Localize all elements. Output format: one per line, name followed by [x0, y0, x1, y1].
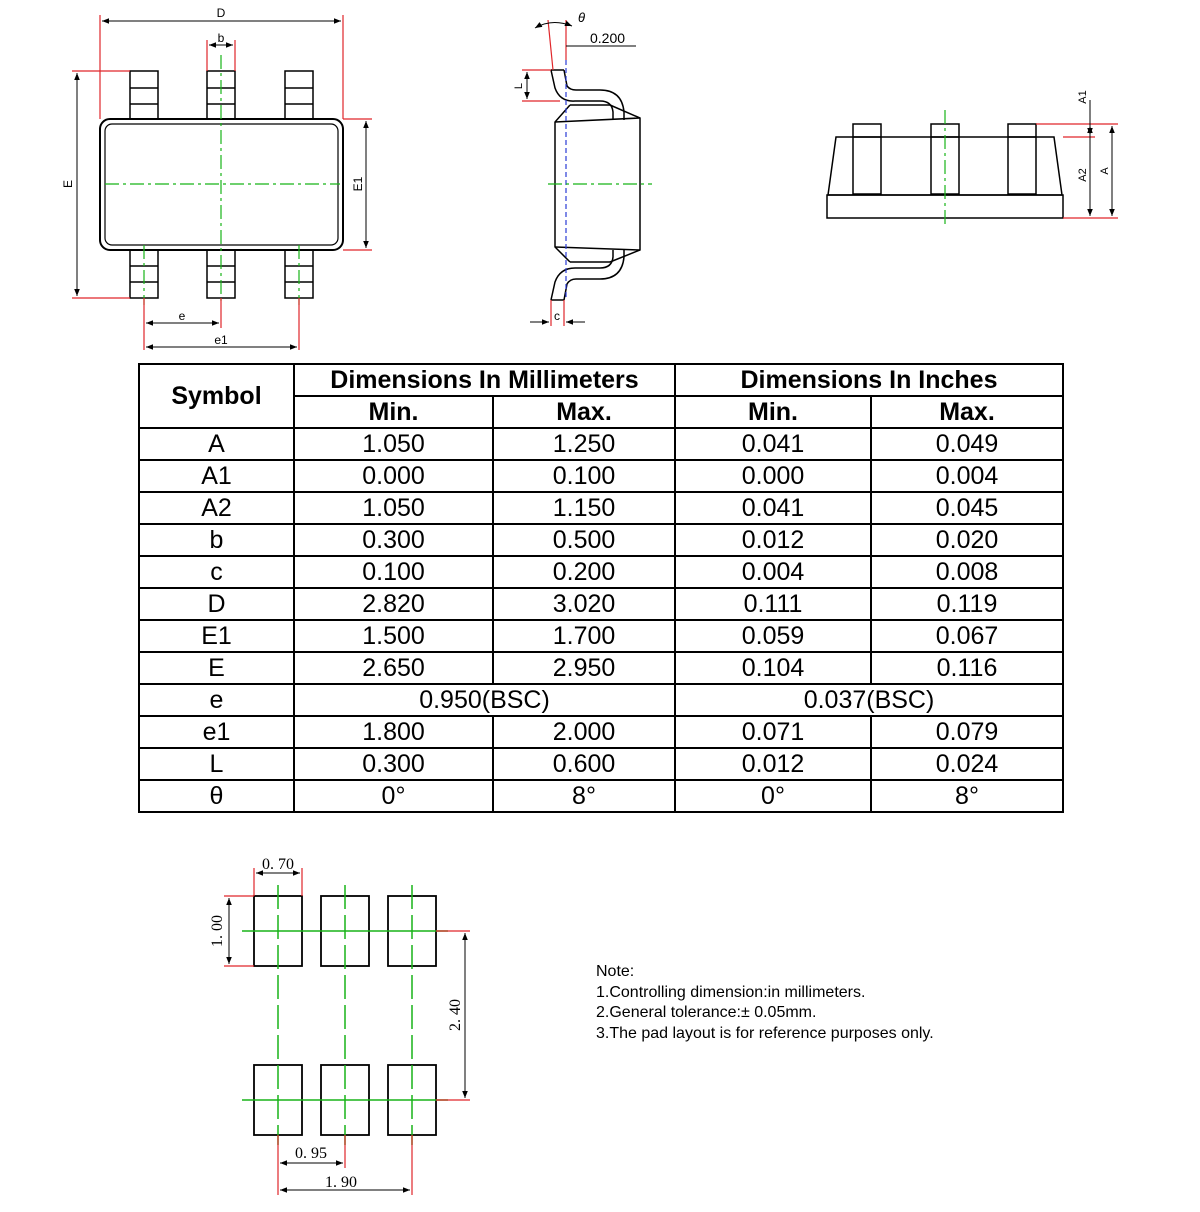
- table-row: [139, 652, 1063, 684]
- label-span: 1. 90: [325, 1174, 357, 1191]
- cell-mm-min: 1.800: [294, 716, 493, 748]
- dimensions-table: [138, 363, 1064, 813]
- cell-mm-bsc: 0.950(BSC): [294, 684, 675, 716]
- cell-mm-max: 1.150: [493, 492, 675, 524]
- label-theta: θ: [578, 10, 586, 25]
- cell-mm-min: 0.100: [294, 556, 493, 588]
- label-pad-width: 0. 70: [262, 856, 294, 873]
- label-pad-height: 1. 00: [209, 915, 226, 947]
- cell-in-min: 0°: [675, 780, 871, 812]
- cell-mm-max: 8°: [493, 780, 675, 812]
- cell-mm-max: 2.000: [493, 716, 675, 748]
- cell-mm-max: 3.020: [493, 588, 675, 620]
- table-row: [139, 780, 1063, 812]
- label-gauge-plane: 0.200: [590, 30, 626, 46]
- cell-mm-max: 1.250: [493, 428, 675, 460]
- label-D: D: [216, 6, 226, 20]
- cell-mm-min: 1.500: [294, 620, 493, 652]
- cell-in-min: 0.012: [675, 748, 871, 780]
- header-mm-min: Min.: [294, 396, 493, 428]
- cell-mm-min: 2.650: [294, 652, 493, 684]
- note-item: 1.Controlling dimension:in millimeters.: [596, 983, 866, 1001]
- label-b: b: [217, 31, 225, 45]
- notes: [596, 962, 934, 1044]
- cell-mm-min: 0.300: [294, 748, 493, 780]
- cell-mm-min: 0.000: [294, 460, 493, 492]
- cell-mm-min: 0.300: [294, 524, 493, 556]
- cell-in-max: 0.049: [871, 428, 1063, 460]
- header-millimeters: Dimensions In Millimeters: [294, 364, 675, 396]
- cell-mm-min: 1.050: [294, 492, 493, 524]
- cell-symbol: e1: [139, 716, 294, 748]
- side-view: [513, 10, 652, 326]
- table-row: [139, 428, 1063, 460]
- cell-in-min: 0.041: [675, 492, 871, 524]
- table-row: [139, 460, 1063, 492]
- label-e1: e1: [214, 333, 228, 347]
- table-row: [139, 524, 1063, 556]
- cell-in-min: 0.059: [675, 620, 871, 652]
- cell-in-max: 0.079: [871, 716, 1063, 748]
- cell-symbol: e: [139, 684, 294, 716]
- cell-symbol: A2: [139, 492, 294, 524]
- cell-in-max: 0.024: [871, 748, 1063, 780]
- cell-in-max: 0.004: [871, 460, 1063, 492]
- cell-in-max: 0.119: [871, 588, 1063, 620]
- header-in-max: Max.: [871, 396, 1063, 428]
- cell-symbol: c: [139, 556, 294, 588]
- cell-in-min: 0.104: [675, 652, 871, 684]
- cell-in-min: 0.000: [675, 460, 871, 492]
- cell-in-min: 0.071: [675, 716, 871, 748]
- cell-symbol: A: [139, 428, 294, 460]
- cell-symbol: b: [139, 524, 294, 556]
- cell-mm-max: 2.950: [493, 652, 675, 684]
- cell-in-max: 0.067: [871, 620, 1063, 652]
- header-symbol: Symbol: [139, 364, 294, 428]
- cell-mm-min: 2.820: [294, 588, 493, 620]
- notes-title: Note:: [596, 963, 635, 980]
- label-E: E: [61, 179, 75, 189]
- cell-mm-min: 0°: [294, 780, 493, 812]
- label-e: e: [178, 309, 186, 323]
- table-row: [139, 588, 1063, 620]
- header-mm-max: Max.: [493, 396, 675, 428]
- table-row: [139, 684, 1063, 716]
- label-L: L: [513, 82, 525, 90]
- cell-in-max: 8°: [871, 780, 1063, 812]
- end-view: [827, 90, 1118, 228]
- label-E1: E1: [351, 176, 365, 192]
- cell-symbol: E: [139, 652, 294, 684]
- label-A2: A2: [1077, 168, 1089, 182]
- cell-symbol: E1: [139, 620, 294, 652]
- label-c: c: [554, 309, 560, 323]
- cell-symbol: D: [139, 588, 294, 620]
- cell-in-min: 0.004: [675, 556, 871, 588]
- cell-mm-max: 1.700: [493, 620, 675, 652]
- cell-in-bsc: 0.037(BSC): [675, 684, 1063, 716]
- header-inches: Dimensions In Inches: [675, 364, 1063, 396]
- pad-layout: [209, 856, 470, 1195]
- table-row: [139, 556, 1063, 588]
- label-pitch: 0. 95: [295, 1145, 327, 1162]
- table-row: [139, 620, 1063, 652]
- cell-in-min: 0.012: [675, 524, 871, 556]
- cell-mm-min: 1.050: [294, 428, 493, 460]
- cell-symbol: A1: [139, 460, 294, 492]
- table-row: [139, 748, 1063, 780]
- label-A: A: [1099, 167, 1111, 175]
- note-item: 2.General tolerance:± 0.05mm.: [596, 1004, 817, 1021]
- cell-in-max: 0.045: [871, 492, 1063, 524]
- cell-mm-max: 0.200: [493, 556, 675, 588]
- cell-symbol: L: [139, 748, 294, 780]
- cell-mm-max: 0.600: [493, 748, 675, 780]
- cell-in-max: 0.020: [871, 524, 1063, 556]
- table-row: [139, 716, 1063, 748]
- label-A1: A1: [1077, 90, 1089, 104]
- top-view: [61, 6, 372, 350]
- cell-mm-max: 0.100: [493, 460, 675, 492]
- cell-mm-max: 0.500: [493, 524, 675, 556]
- cell-in-min: 0.041: [675, 428, 871, 460]
- cell-in-min: 0.111: [675, 588, 871, 620]
- note-item: 3.The pad layout is for reference purposes only.: [596, 1024, 934, 1042]
- header-in-min: Min.: [675, 396, 871, 428]
- cell-in-max: 0.008: [871, 556, 1063, 588]
- cell-symbol: θ: [139, 780, 294, 812]
- cell-in-max: 0.116: [871, 652, 1063, 684]
- label-row-pitch: 2. 40: [447, 999, 464, 1031]
- table-row: [139, 492, 1063, 524]
